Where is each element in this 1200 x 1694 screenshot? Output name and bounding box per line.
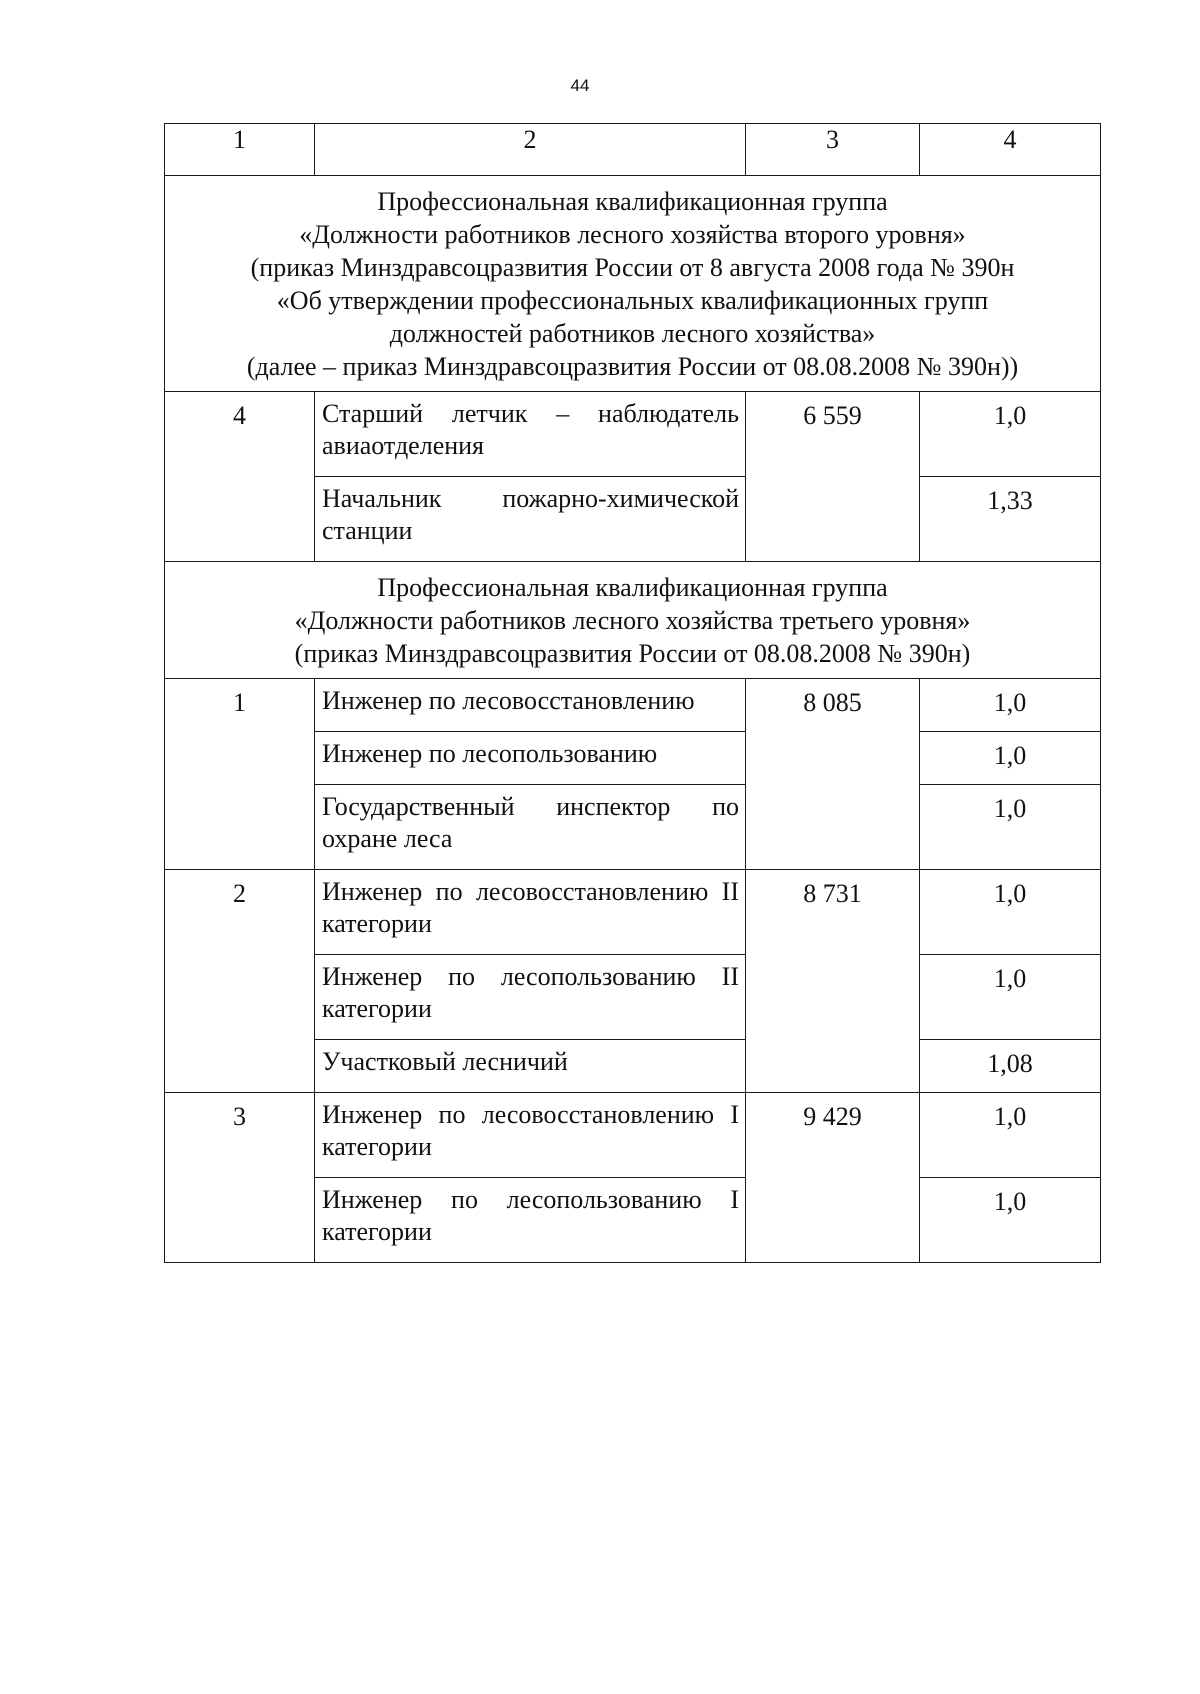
group-heading-line: «Должности работников лесного хозяйства второго уровня» xyxy=(299,220,966,249)
base-salary: 9 429 xyxy=(746,1093,920,1263)
coefficient: 1,0 xyxy=(920,1178,1101,1263)
group-heading-row xyxy=(165,562,1101,679)
table-row xyxy=(165,679,1101,732)
table-header-row xyxy=(165,124,1101,176)
position-name: Инженер по лесовосстановлению I категории xyxy=(315,1093,746,1178)
position-name: Старший летчик – наблюдатель авиаотделения xyxy=(315,392,746,477)
position-name: Начальник пожарно-химической станции xyxy=(315,477,746,562)
coefficient: 1,0 xyxy=(920,679,1101,732)
coefficient: 1,0 xyxy=(920,785,1101,870)
table-row xyxy=(165,870,1101,955)
table-row xyxy=(165,1093,1101,1178)
group-heading-line: «Об утверждении профессиональных квалификационных групп xyxy=(276,286,989,315)
group-heading xyxy=(165,176,1101,392)
column-header: 1 xyxy=(165,124,315,176)
coefficient: 1,0 xyxy=(920,1093,1101,1178)
group-heading-row xyxy=(165,176,1101,392)
group-heading-line: Профессиональная квалификационная группа xyxy=(377,573,888,602)
salary-table xyxy=(164,123,1101,1263)
position-name: Участковый лесничий xyxy=(315,1040,746,1093)
coefficient: 1,0 xyxy=(920,955,1101,1040)
base-salary: 8 731 xyxy=(746,870,920,1093)
coefficient: 1,0 xyxy=(920,392,1101,477)
position-name: Государственный инспектор по охране леса xyxy=(315,785,746,870)
table-row xyxy=(165,392,1101,477)
column-header: 4 xyxy=(920,124,1101,176)
position-name: Инженер по лесопользованию xyxy=(315,732,746,785)
qualification-level: 3 xyxy=(165,1093,315,1263)
coefficient: 1,0 xyxy=(920,870,1101,955)
group-heading xyxy=(165,562,1101,679)
base-salary: 6 559 xyxy=(746,392,920,562)
group-heading-line: Профессиональная квалификационная группа xyxy=(377,187,888,216)
qualification-level: 1 xyxy=(165,679,315,870)
coefficient: 1,08 xyxy=(920,1040,1101,1093)
position-name: Инженер по лесопользованию II категории xyxy=(315,955,746,1040)
group-heading-line: «Должности работников лесного хозяйства третьего уровня» xyxy=(294,606,971,635)
group-heading-line: (приказ Минздравсоцразвития России от 08.08.2008 № 390н) xyxy=(294,639,971,668)
page-number: 44 xyxy=(570,76,590,95)
group-heading-line: должностей работников лесного хозяйства» xyxy=(389,319,876,348)
position-name: Инженер по лесовосстановлению II категории xyxy=(315,870,746,955)
group-heading-line: (далее – приказ Минздравсоцразвития России от 08.08.2008 № 390н)) xyxy=(246,352,1019,381)
group-heading-line: (приказ Минздравсоцразвития России от 8 августа 2008 года № 390н xyxy=(250,253,1015,282)
column-header: 3 xyxy=(746,124,920,176)
qualification-level: 2 xyxy=(165,870,315,1093)
position-name: Инженер по лесовосстановлению xyxy=(315,679,746,732)
coefficient: 1,33 xyxy=(920,477,1101,562)
coefficient: 1,0 xyxy=(920,732,1101,785)
position-name: Инженер по лесопользованию I категории xyxy=(315,1178,746,1263)
qualification-level: 4 xyxy=(165,392,315,562)
column-header: 2 xyxy=(315,124,746,176)
base-salary: 8 085 xyxy=(746,679,920,870)
